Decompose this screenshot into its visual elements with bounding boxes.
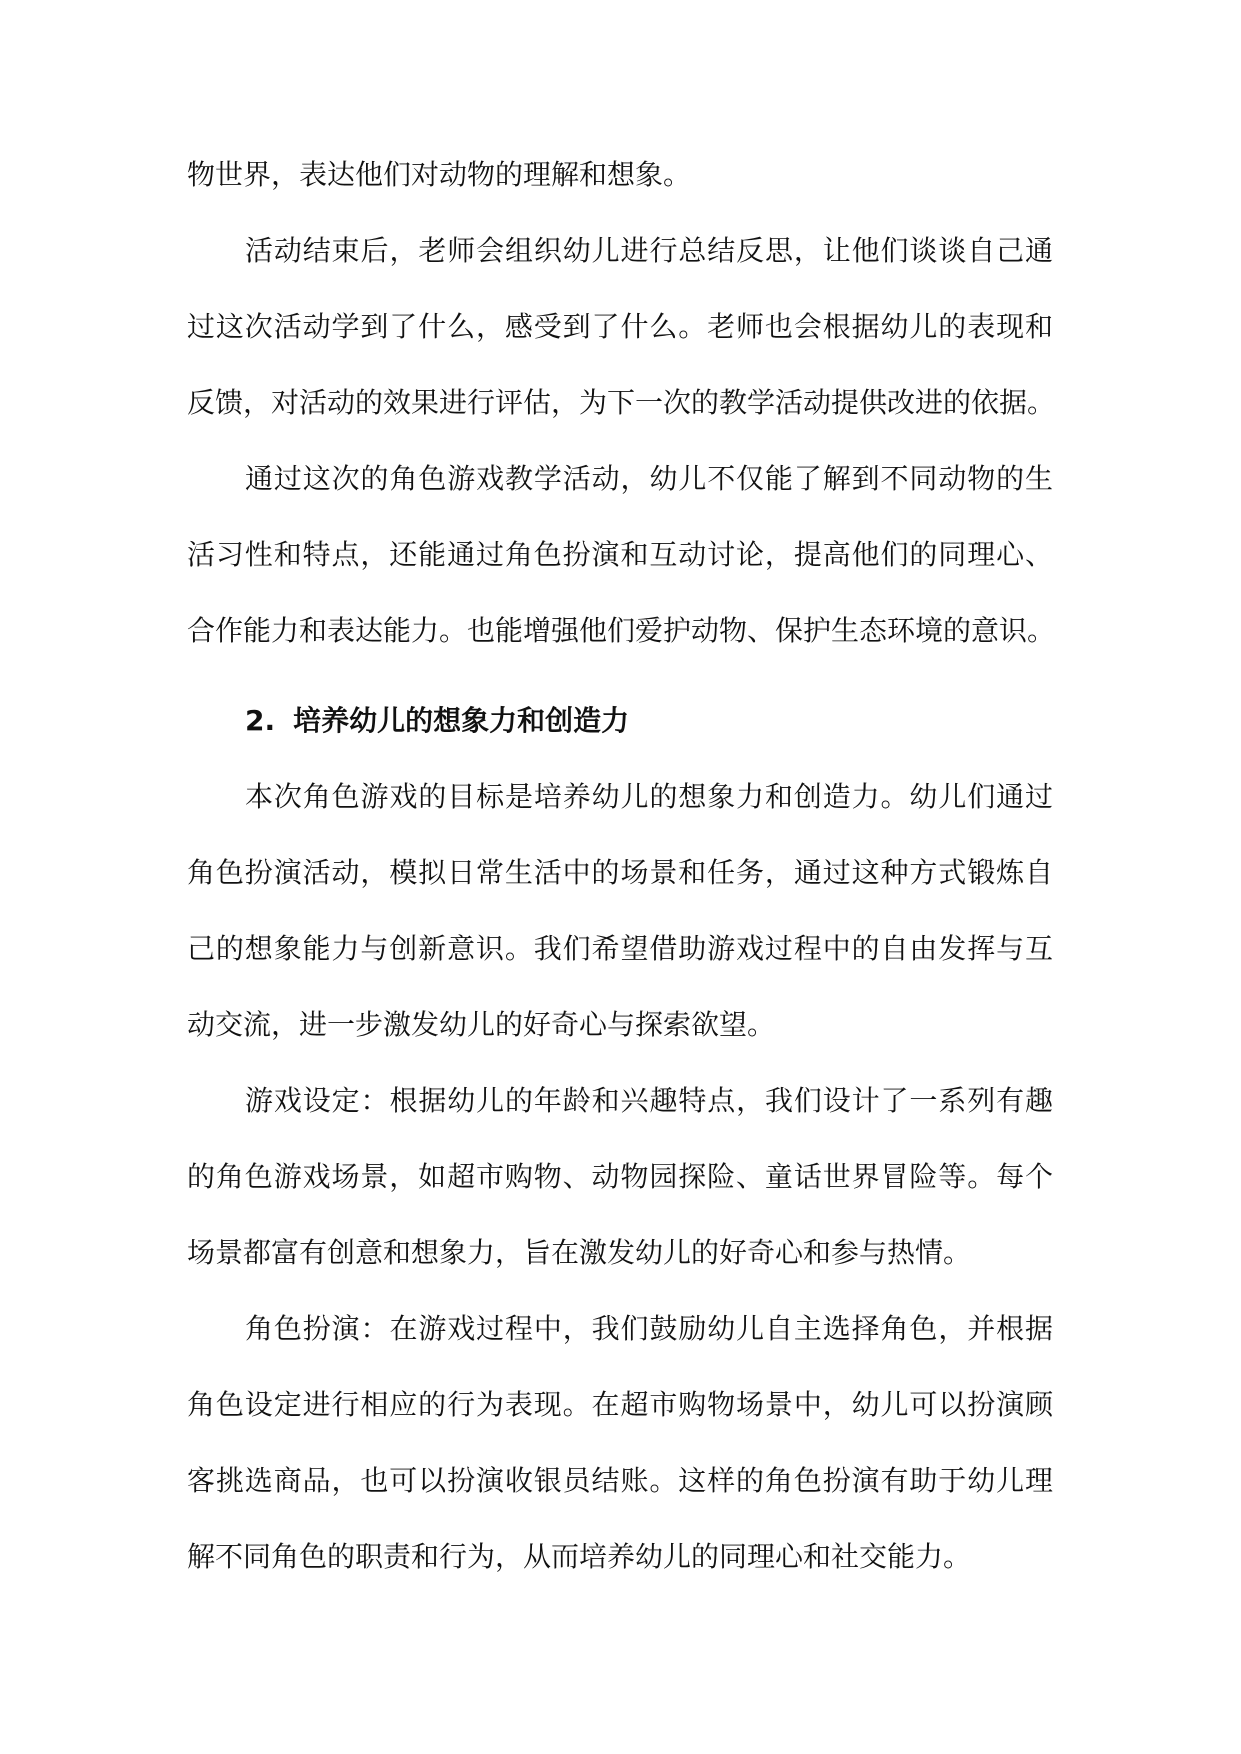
section-title: 培养幼儿的想象力和创造力	[293, 704, 630, 737]
text-line: 本次角色游戏的目标是培养幼儿的想象力和创造力。幼儿们通过	[245, 780, 1053, 813]
text-line: 解不同角色的职责和行为，从而培养幼儿的同理心和社交能力。	[187, 1540, 972, 1573]
text-line: 己的想象能力与创新意识。我们希望借助游戏过程中的自由发挥与互	[187, 932, 1053, 965]
text-line: 角色扮演：在游戏过程中，我们鼓励幼儿自主选择角色，并根据	[245, 1312, 1053, 1345]
text-line: 物世界，表达他们对动物的理解和想象。	[187, 158, 692, 191]
text-line: 通过这次的角色游戏教学活动，幼儿不仅能了解到不同动物的生	[245, 462, 1053, 495]
text-line: 客挑选商品，也可以扮演收银员结账。这样的角色扮演有助于幼儿理	[187, 1464, 1053, 1497]
document-body	[187, 137, 1056, 1595]
text-line: 活习性和特点，还能通过角色扮演和互动讨论，提高他们的同理心、	[187, 538, 1053, 571]
text-line: 合作能力和表达能力。也能增强他们爱护动物、保护生态环境的意识。	[187, 614, 1056, 647]
text-line: 角色扮演活动，模拟日常生活中的场景和任务，通过这种方式锻炼自	[187, 856, 1053, 889]
paragraph-intro-end	[187, 137, 1053, 213]
paragraph-outcome	[187, 441, 1056, 669]
text-line: 角色设定进行相应的行为表现。在超市购物场景中，幼儿可以扮演顾	[187, 1388, 1053, 1421]
text-line: 的角色游戏场景，如超市购物、动物园探险、童话世界冒险等。每个	[187, 1160, 1053, 1193]
section-number: 2.	[245, 704, 276, 737]
paragraph-setting	[187, 1063, 1053, 1291]
text-line: 过这次活动学到了什么，感受到了什么。老师也会根据幼儿的表现和	[187, 310, 1053, 343]
section-spacer	[187, 669, 1053, 683]
section-heading	[187, 683, 1053, 759]
text-line: 场景都富有创意和想象力，旨在激发幼儿的好奇心和参与热情。	[187, 1236, 972, 1269]
paragraph-goal	[187, 759, 1053, 1063]
paragraph-reflection	[187, 213, 1056, 441]
text-line: 游戏设定：根据幼儿的年龄和兴趣特点，我们设计了一系列有趣	[245, 1084, 1053, 1117]
text-line: 动交流，进一步激发幼儿的好奇心与探索欲望。	[187, 1008, 776, 1041]
text-line: 反馈，对活动的效果进行评估，为下一次的教学活动提供改进的依据。	[187, 386, 1056, 419]
paragraph-roleplay	[187, 1291, 1053, 1595]
text-line: 活动结束后，老师会组织幼儿进行总结反思，让他们谈谈自己通	[245, 234, 1053, 267]
